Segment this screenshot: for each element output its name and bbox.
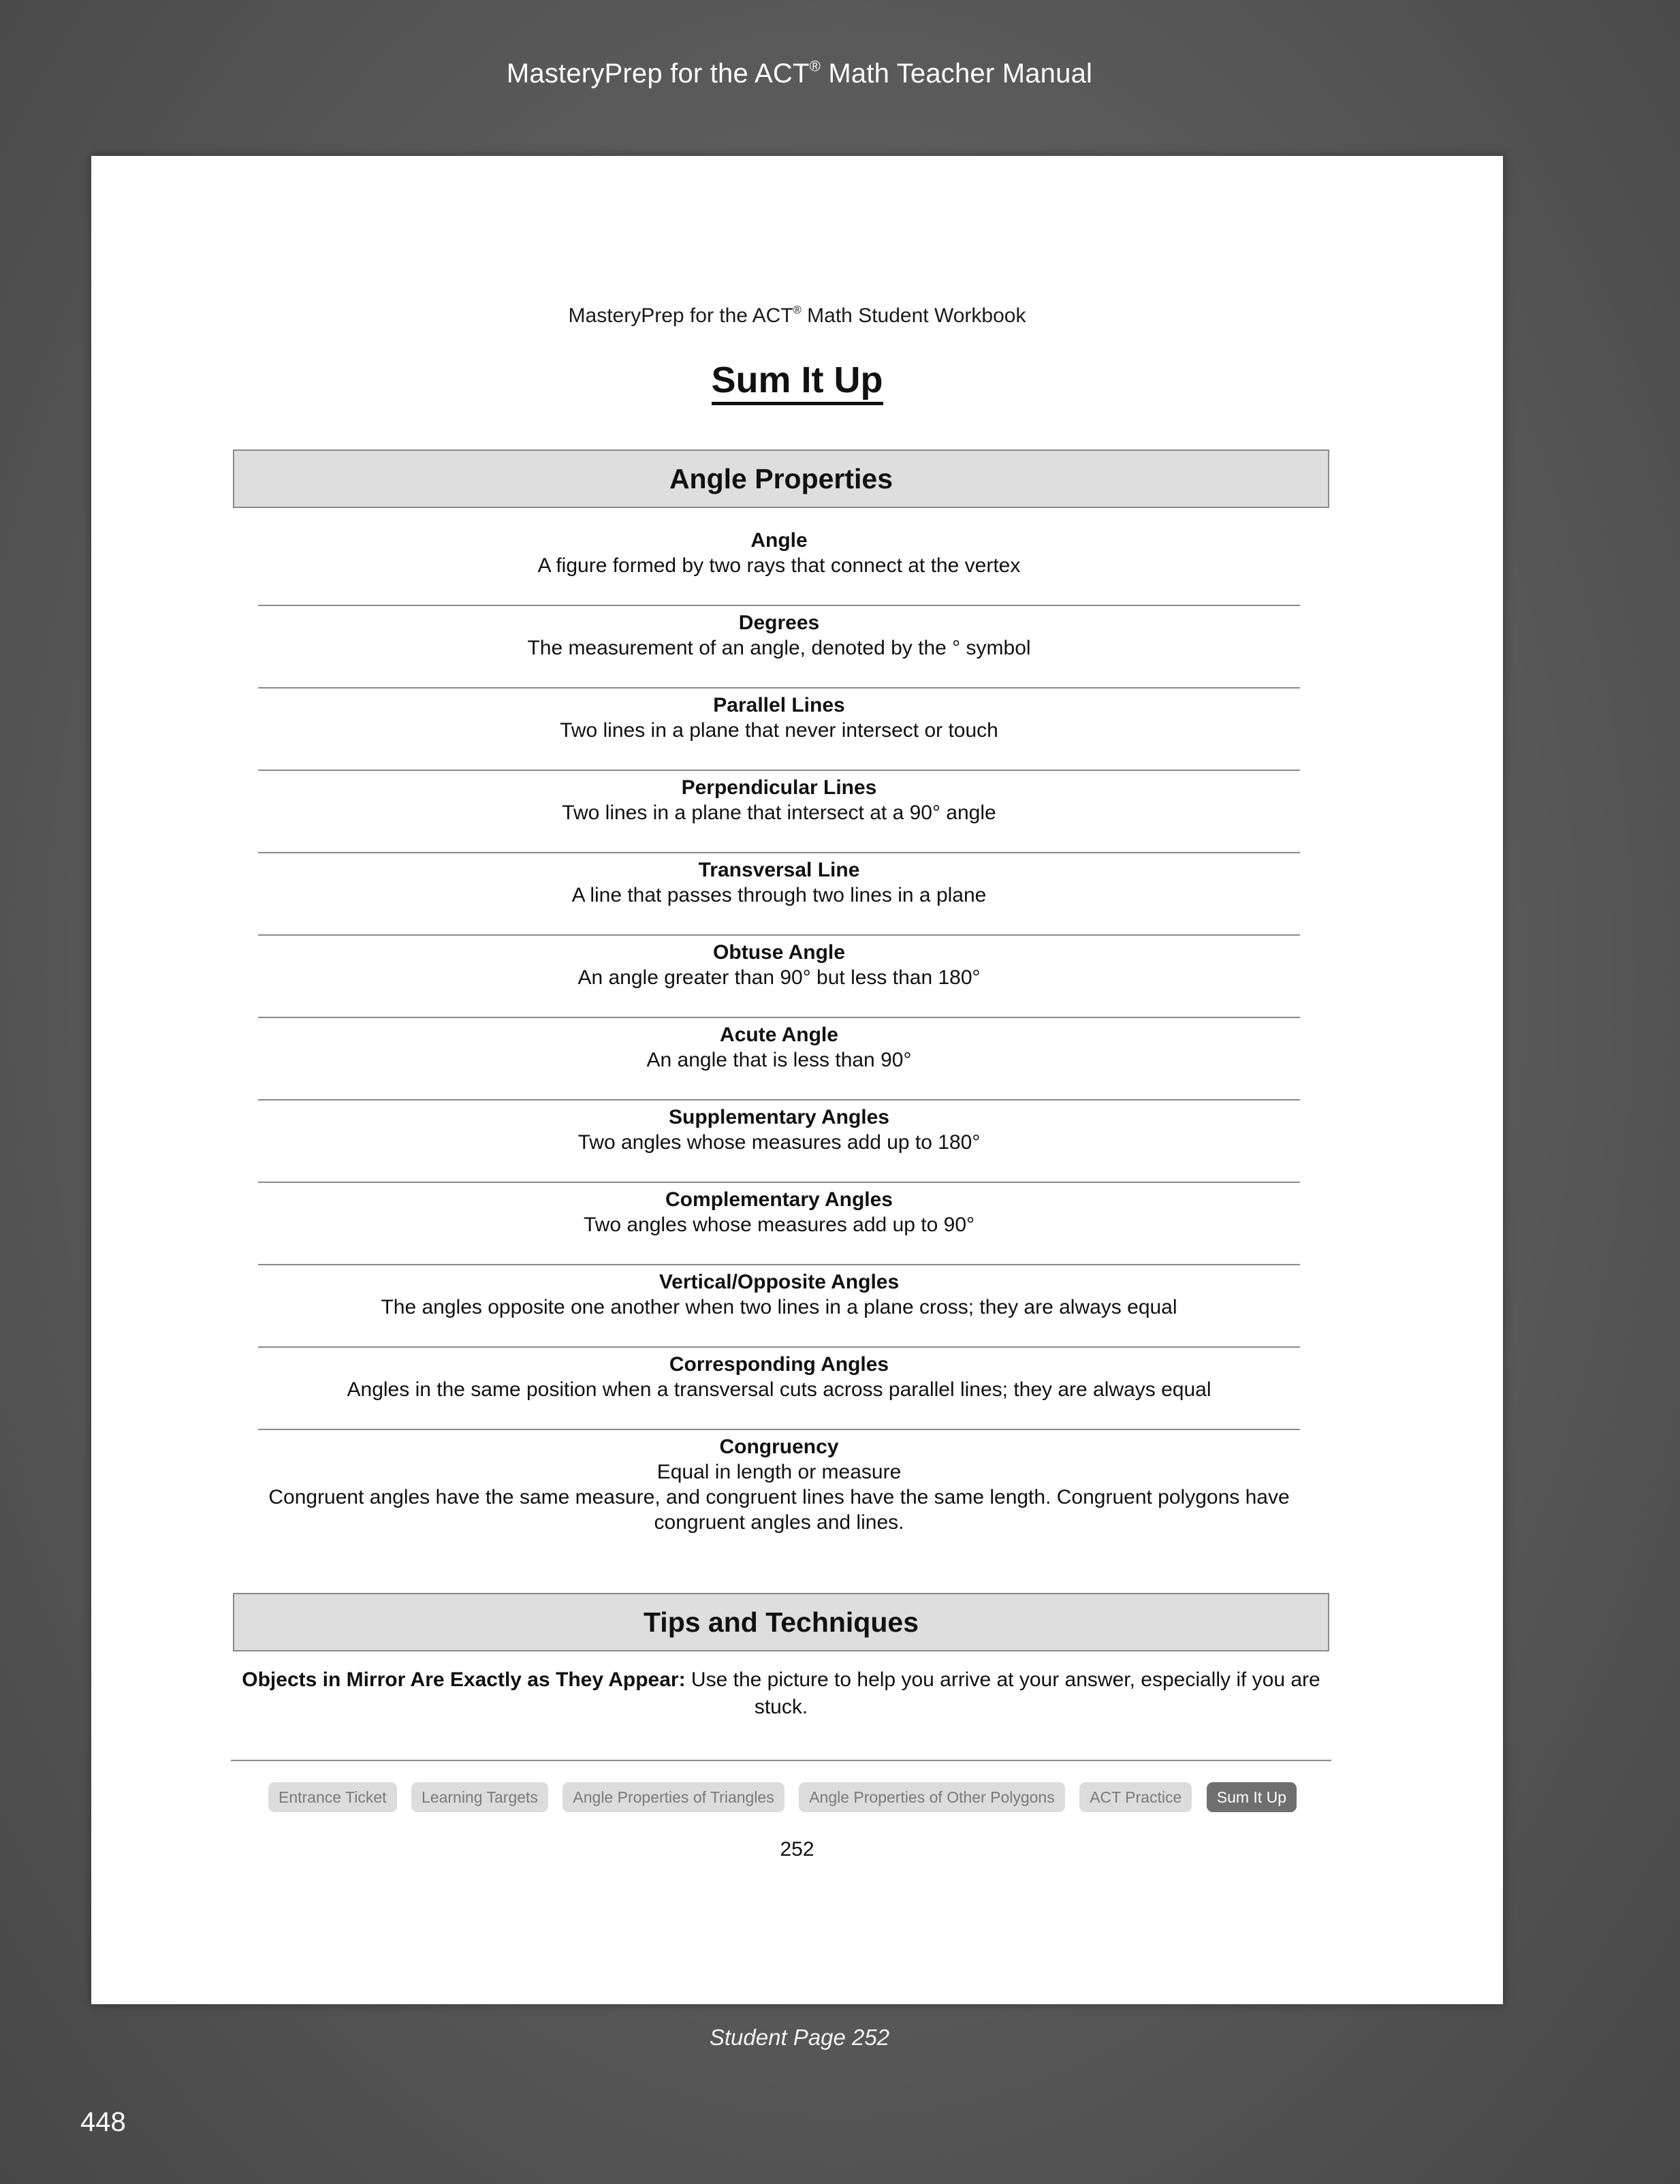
term-supplementary-angles: [258, 1101, 1300, 1183]
term-transversal-line: [258, 853, 1300, 936]
manual-header: [0, 59, 1599, 89]
tab-angle-properties-of-other-polygons[interactable]: Angle Properties of Other Polygons: [799, 1782, 1065, 1812]
term-name: Congruency: [719, 1436, 839, 1458]
term-definition: Equal in length or measure: [656, 1461, 902, 1483]
term-extra-note: Congruent angles have the same measure, and congruent lines have the same length. Congruent polygons have congruent angles and lines.: [268, 1486, 1290, 1534]
term-definition: Two lines in a plane that never intersect or touch: [560, 719, 998, 742]
tab-act-practice[interactable]: ACT Practice: [1079, 1782, 1192, 1812]
term-name: Parallel Lines: [713, 694, 845, 716]
term-definition: Two lines in a plane that intersect at a 90° angle: [562, 802, 996, 824]
term-acute-angle: [258, 1018, 1300, 1101]
term-name: Transversal Line: [698, 859, 860, 881]
term-congruency: [258, 1430, 1300, 1535]
manual-page-number: 448: [80, 2107, 126, 2137]
student-page-label: Student Page 252: [709, 2025, 890, 2050]
term-name: Vertical/Opposite Angles: [659, 1271, 900, 1293]
term-definition: An angle greater than 90° but less than 180°: [577, 966, 981, 989]
registered-mark: ®: [793, 304, 802, 317]
tab-entrance-ticket[interactable]: Entrance Ticket: [268, 1782, 397, 1812]
tip-body: Use the picture to help you arrive at your answer, especially if you are stuck.: [685, 1668, 1320, 1718]
section-tabs: [268, 1782, 1297, 1812]
terms-list: [258, 524, 1300, 1535]
term-name: Corresponding Angles: [669, 1353, 889, 1376]
workbook-page: [91, 156, 1503, 2004]
term-definition: A figure formed by two rays that connect at the vertex: [537, 554, 1021, 577]
term-angle: [258, 524, 1300, 606]
manual-header-suffix: Math Teacher Manual: [821, 59, 1093, 89]
term-name: Complementary Angles: [665, 1188, 893, 1211]
tab-angle-properties-of-triangles[interactable]: Angle Properties of Triangles: [562, 1782, 784, 1812]
term-name: Obtuse Angle: [713, 941, 845, 964]
angle-properties-heading: Angle Properties: [233, 449, 1329, 508]
tip-label: Objects in Mirror Are Exactly as They Appear:: [242, 1668, 686, 1691]
term-degrees: [258, 606, 1300, 689]
term-definition: A line that passes through two lines in a plane: [571, 884, 987, 906]
term-definition: The angles opposite one another when two lines in a plane cross; they are always equal: [381, 1296, 1177, 1318]
tab-sum-it-up[interactable]: Sum It Up: [1207, 1782, 1297, 1812]
term-name: Supplementary Angles: [669, 1106, 889, 1128]
footer-divider: [231, 1760, 1331, 1761]
workbook-page-number: 252: [780, 1838, 814, 1861]
tip-text: [241, 1666, 1321, 1721]
term-corresponding-angles: [258, 1348, 1300, 1430]
term-name: Acute Angle: [720, 1024, 838, 1046]
term-definition: The measurement of an angle, denoted by the ° symbol: [527, 637, 1031, 659]
term-definition: An angle that is less than 90°: [646, 1049, 912, 1071]
page-title: [91, 359, 1503, 401]
page-title-text: Sum It Up: [712, 360, 883, 405]
workbook-header: [91, 304, 1503, 328]
term-name: Perpendicular Lines: [681, 776, 877, 799]
term-perpendicular-lines: [258, 771, 1300, 853]
manual-header-prefix: MasteryPrep for the ACT: [506, 59, 810, 89]
term-name: Degrees: [738, 612, 820, 634]
term-definition: Two angles whose measures add up to 90°: [583, 1214, 974, 1236]
registered-mark: ®: [809, 57, 821, 75]
tips-heading: Tips and Techniques: [233, 1593, 1329, 1651]
term-obtuse-angle: [258, 936, 1300, 1018]
tab-learning-targets[interactable]: Learning Targets: [411, 1782, 548, 1812]
workbook-header-suffix: Math Student Workbook: [801, 304, 1026, 327]
workbook-header-prefix: MasteryPrep for the ACT: [568, 304, 793, 327]
term-name: Angle: [750, 529, 808, 552]
term-definition: Two angles whose measures add up to 180°: [577, 1131, 981, 1154]
term-vertical-opposite-angles: [258, 1265, 1300, 1348]
term-parallel-lines: [258, 689, 1300, 771]
term-definition: Angles in the same position when a transversal cuts across parallel lines; they are always equal: [347, 1378, 1211, 1401]
term-complementary-angles: [258, 1183, 1300, 1265]
